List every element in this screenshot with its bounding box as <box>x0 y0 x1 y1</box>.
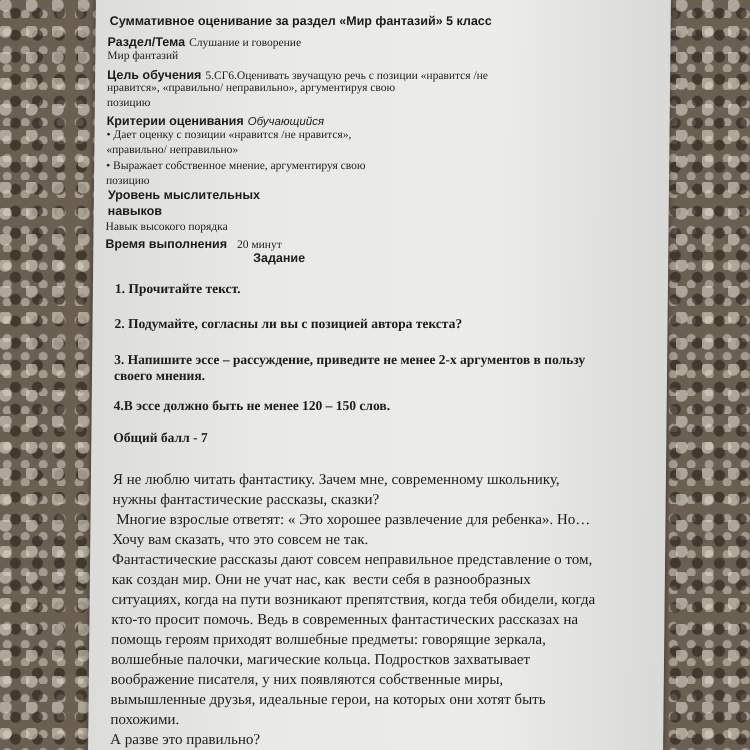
text-line: волшебные палочки, магические кольца. Подростков захватывает <box>110 652 531 668</box>
level-value: Навык высокого порядка <box>105 221 228 233</box>
criteria-2-line-2: позицию <box>105 175 150 187</box>
task-item-3-line-1: 3. Напишите эссе – рассуждение, приведите не менее 2-х аргументов в пользу <box>114 352 586 367</box>
section-value-2: Мир фантазий <box>107 50 179 62</box>
criteria-2-line-1: • Выражает собственное мнение, аргументируя свою <box>106 160 366 172</box>
text-line: вымышленные друзья, идеальные герои, на которых они хотят быть <box>110 692 546 708</box>
criteria-1-line-1: • Дает оценку с позиции «нравится /не нравится», <box>106 129 352 141</box>
goal-label: Цель обучения <box>107 68 202 82</box>
goal-line-2: нравится», «правильно/ неправильно», аргументируя свою <box>106 82 396 94</box>
time-label: Время выполнения <box>105 237 228 251</box>
goal-line-1: 5.СГ6.Оценивать звучащую речь с позиции «нравится /не <box>205 70 489 82</box>
text-line: похожими. <box>110 712 180 728</box>
task-item-2: 2. Подумайте, согласны ли вы с позицией автора текста? <box>114 316 463 331</box>
level-label-2: навыков <box>107 204 163 218</box>
total-score: Общий балл - 7 <box>113 430 208 445</box>
text-line: Многие взрослые ответят: « Это хорошее развлечение для ребенка». Но… <box>112 512 591 528</box>
document-title: Суммативное оценивание за раздел «Мир фантазий» 5 класс <box>109 14 492 28</box>
goal-line-3: позицию <box>106 97 151 109</box>
text-line: как создан мир. Они не учат нас, как вести себя в разнообразных <box>111 572 531 588</box>
criteria-row <box>107 112 325 130</box>
criteria-value: Обучающийся <box>247 116 325 128</box>
time-value: 20 минут <box>236 239 282 251</box>
criteria-label: Критерии оценивания <box>106 114 244 128</box>
text-line: помощь героям приходят волшебные предметы: говорящие зеркала, <box>111 632 546 648</box>
section-label: Раздел/Тема <box>107 35 186 49</box>
task-item-1: 1. Прочитайте текст. <box>114 281 241 296</box>
text-line: Я не люблю читать фантастику. Зачем мне, современному школьнику, <box>112 472 560 488</box>
section-row <box>107 33 301 51</box>
text-line: воображение писателя, у них появляются собственные миры, <box>110 672 504 688</box>
text-line: кто-то просит помочь. Ведь в современных фантастических рассказах на <box>111 612 579 628</box>
task-heading: Задание <box>253 251 306 265</box>
text-line: Хочу вам сказать, что это совсем не так. <box>112 532 369 548</box>
section-value: Слушание и говорение <box>189 37 302 49</box>
text-line: нужны фантастические рассказы, сказки? <box>112 492 380 508</box>
worksheet-paper <box>88 0 671 750</box>
level-label-1: Уровень мыслительных <box>107 188 261 202</box>
text-line: А разве это правильно? <box>110 732 261 748</box>
text-line: Фантастические рассказы дают совсем неправильное представление о том, <box>111 552 593 568</box>
task-item-4: 4.В эссе должно быть не менее 120 – 150 слов. <box>113 398 391 413</box>
criteria-1-line-2: «правильно/ неправильно» <box>106 144 239 156</box>
text-line: ситуациях, когда на пути возникают препятствия, когда тебя обидели, когда <box>111 592 596 608</box>
task-item-3-line-2: своего мнения. <box>113 368 206 383</box>
